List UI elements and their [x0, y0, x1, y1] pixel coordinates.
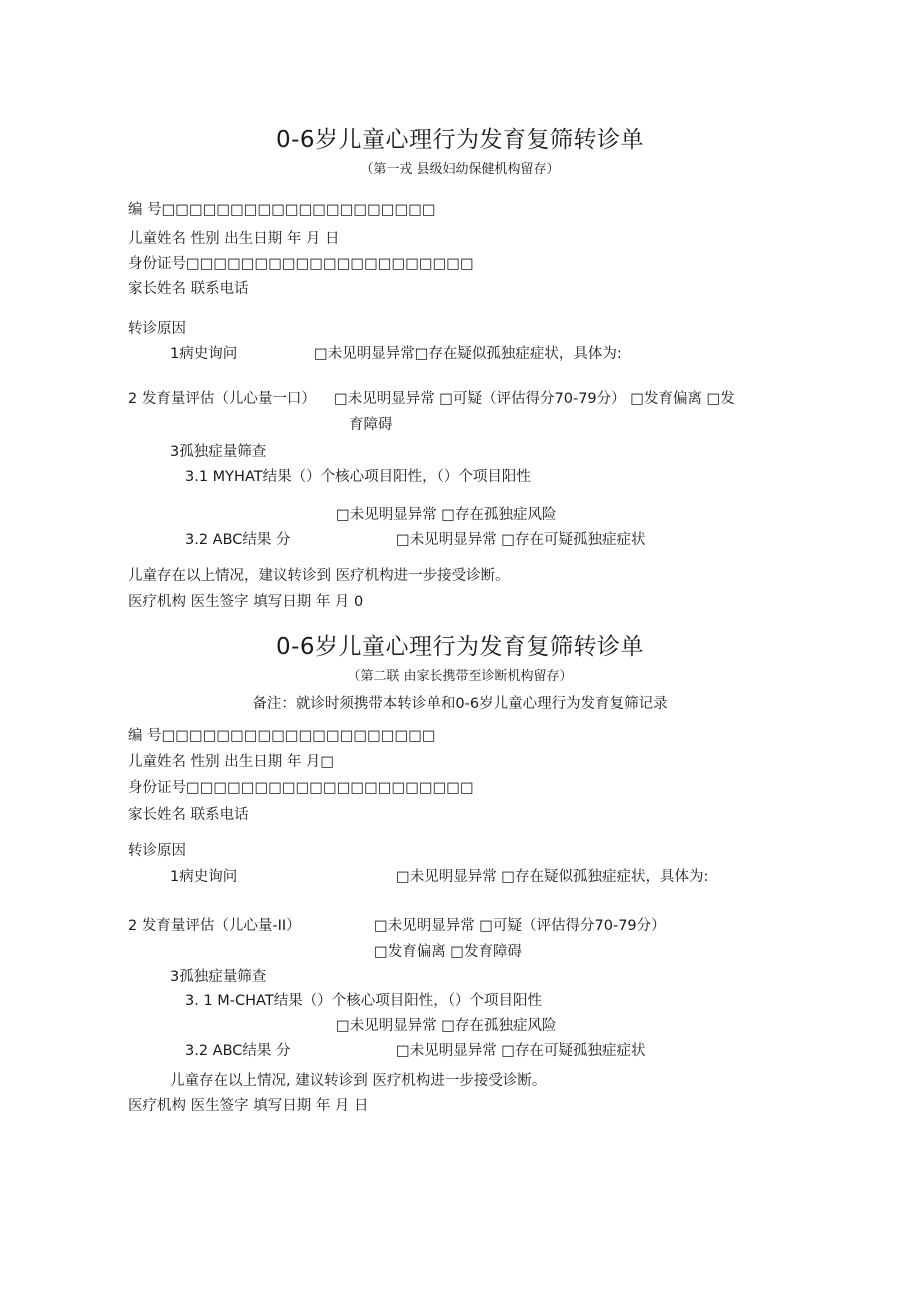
form2-dev-options: □未见明显异常 □可疑（评估得分70-79分） [374, 918, 666, 934]
form1-child-line: 儿童姓名 性别 出生日期 年 月 日 [128, 231, 340, 247]
form2-mchat-line: 3. 1 M-CHAT结果（）个核心项目阳性，（）个项目阳性 [185, 993, 542, 1009]
form2-history-options: □未见明显异常 □存在疑似孤独症症状，具体为: [396, 869, 709, 885]
form1-advice: 儿童存在以上情况，建议转诊到 医疗机构进一步接受诊断。 [128, 568, 510, 584]
form1-dev-options-cont: 育障碍 [349, 417, 393, 433]
form2-note: 备注：就诊时须携带本转诊单和0-6岁儿童心理行为发育复筛记录 [252, 696, 668, 712]
form1-subtitle: （第一戎 县级妇幼保健机构留存） [360, 162, 560, 177]
form1-mchat-line: 3.1 MYHAT结果（）个核心项目阳性，（）个项目阳性 [185, 469, 531, 485]
form1-mchat-options: □未见明显异常 □存在孤独症风险 [336, 507, 557, 523]
form1-reason-label: 转诊原因 [128, 321, 186, 337]
form2-footer: 医疗机构 医生签字 填写日期 年 月 日 [128, 1098, 369, 1114]
form2-mchat-options: □未见明显异常 □存在孤独症风险 [336, 1018, 557, 1034]
form2-idcard-line: 身份证号□□□□□□□□□□□□□□□□□□□□□ [128, 780, 474, 796]
form2-dev-options-cont: □发育偏离 □发育障碍 [374, 944, 523, 960]
form2-reason-label: 转诊原因 [128, 843, 186, 859]
form2-parent-line: 家长姓名 联系电话 [128, 807, 249, 823]
form1-dev-options: □未见明显异常 □可疑（评估得分70-79分） □发育偏离 □发 [334, 391, 735, 407]
form2-subtitle: （第二联 由家长携带至诊断机构留存） [347, 669, 573, 684]
form1-history-options: □未见明显异常□存在疑似孤独症症状，具体为: [314, 346, 622, 362]
form2-abc-options: □未见明显异常 □存在可疑孤独症症状 [396, 1043, 646, 1059]
form1-dev-label: 2 发育量评估（儿心量一口） [128, 391, 316, 407]
form2-child-line: 儿童姓名 性别 出生日期 年 月□ [128, 754, 335, 770]
form2-id-line: 编 号□□□□□□□□□□□□□□□□□□□□ [128, 728, 436, 744]
form1-history-label: 1病史询问 [170, 346, 238, 362]
form1-abc-options: □未见明显异常 □存在可疑孤独症症状 [396, 532, 646, 548]
form1-abc-label: 3.2 ABC结果 分 [185, 532, 291, 548]
form1-idcard-line: 身份证号□□□□□□□□□□□□□□□□□□□□□ [128, 256, 474, 272]
form2-title: 0-6岁儿童心理行为发育复筛转诊单 [275, 634, 645, 660]
form2-autism-label: 3孤独症量筛查 [170, 969, 267, 985]
form2-dev-label: 2 发育量评估（儿心量-II） [128, 918, 301, 934]
form2-history-label: 1病史询问 [170, 869, 238, 885]
form1-id-line: 编 号□□□□□□□□□□□□□□□□□□□□ [128, 202, 436, 218]
form1-parent-line: 家长姓名 联系电话 [128, 281, 249, 297]
form1-footer: 医疗机构 医生签字 填写日期 年 月 0 [128, 594, 364, 610]
form2-advice: 儿童存在以上情况, 建议转诊到 医疗机构进一步接受诊断。 [170, 1073, 547, 1089]
form2-abc-label: 3.2 ABC结果 分 [185, 1043, 291, 1059]
form1-title: 0-6岁儿童心理行为发育复筛转诊单 [275, 127, 645, 153]
form1-autism-label: 3孤独症量筛查 [170, 444, 267, 460]
